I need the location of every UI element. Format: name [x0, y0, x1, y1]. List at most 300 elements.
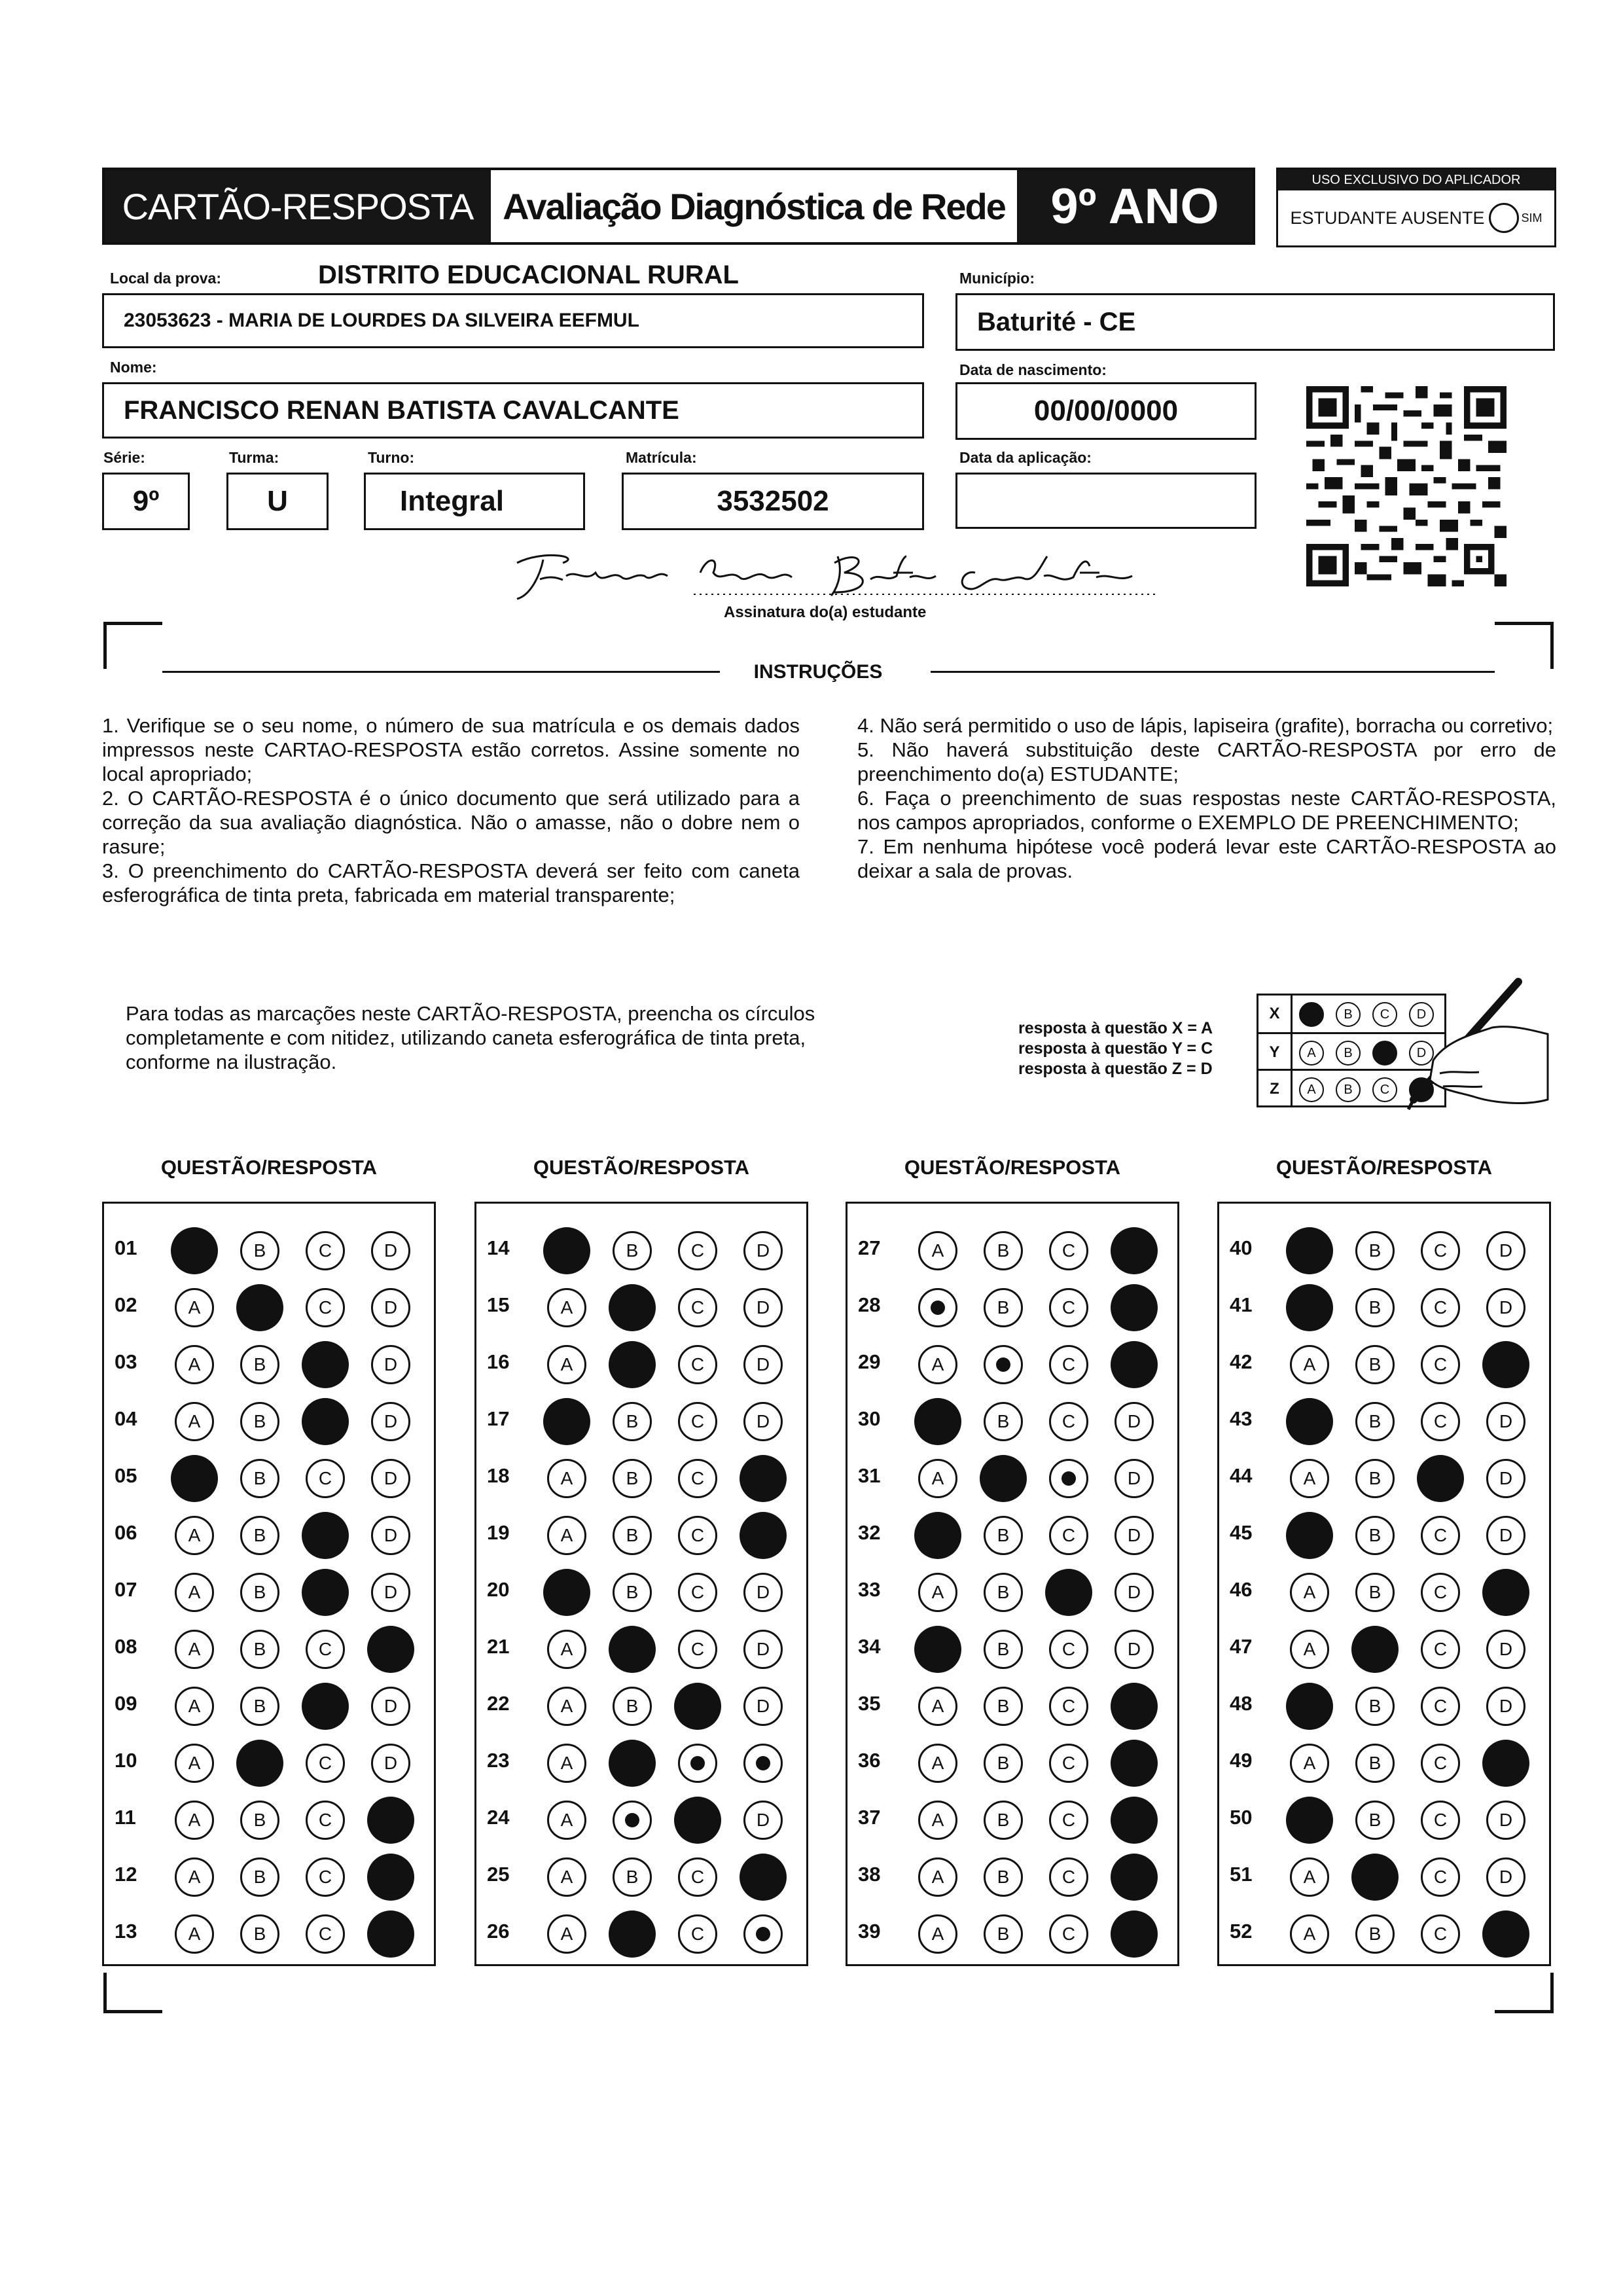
- question-row: [1219, 1393, 1549, 1450]
- answer-bubble-a[interactable]: [1286, 1683, 1333, 1730]
- answer-bubble-a[interactable]: [914, 1626, 961, 1673]
- answer-bubble-d[interactable]: [1111, 1683, 1158, 1730]
- answer-bubble-d[interactable]: [1482, 1910, 1529, 1958]
- question-row: [104, 1621, 434, 1677]
- answer-bubble-c[interactable]: [678, 1573, 717, 1612]
- answer-bubble-a[interactable]: [547, 1857, 586, 1897]
- answer-bubble-c[interactable]: [302, 1512, 349, 1559]
- question-row: [476, 1848, 806, 1905]
- answer-bubble-b[interactable]: [984, 1516, 1023, 1555]
- question-row: [104, 1450, 434, 1507]
- answer-bubble-c[interactable]: [1049, 1459, 1088, 1498]
- answer-bubble-d[interactable]: [1111, 1797, 1158, 1844]
- answer-bubble-c[interactable]: [306, 1914, 345, 1954]
- answer-bubble-b[interactable]: [984, 1801, 1023, 1840]
- answer-bubble-d[interactable]: [371, 1516, 410, 1555]
- answer-bubble-d[interactable]: [367, 1910, 414, 1958]
- answer-bubble-d[interactable]: [1486, 1516, 1525, 1555]
- answer-bubble-c[interactable]: [674, 1683, 721, 1730]
- answer-bubble-b[interactable]: [613, 1801, 652, 1840]
- question-row: [847, 1279, 1177, 1336]
- answer-bubble-d[interactable]: [1486, 1231, 1525, 1270]
- exam-name: Avaliação Diagnóstica de Rede: [491, 170, 1017, 242]
- answer-bubble-a[interactable]: [918, 1687, 957, 1726]
- answer-bubble-a[interactable]: [918, 1459, 957, 1498]
- bubble-letter: D: [756, 1411, 770, 1431]
- answer-bubble-a[interactable]: [914, 1398, 961, 1445]
- example-legend: [1018, 1018, 1213, 1079]
- answer-bubble-b[interactable]: [240, 1402, 279, 1441]
- answer-bubble-b[interactable]: [1355, 1573, 1395, 1612]
- answer-bubble-c[interactable]: [1049, 1288, 1088, 1327]
- bubble-letter: B: [626, 1582, 639, 1602]
- answer-bubble-d[interactable]: [367, 1797, 414, 1844]
- bubble-letter: B: [997, 1639, 1010, 1659]
- answer-bubble-c[interactable]: [1049, 1914, 1088, 1954]
- answer-bubble-c[interactable]: [1417, 1455, 1464, 1502]
- answer-bubble-c[interactable]: [678, 1459, 717, 1498]
- bubble-letter: C: [318, 1411, 332, 1431]
- bubble-letter: B: [1368, 1867, 1382, 1887]
- answer-bubble-a[interactable]: [547, 1288, 586, 1327]
- answer-bubble-b[interactable]: [1355, 1801, 1395, 1840]
- answer-bubble-b[interactable]: [240, 1687, 279, 1726]
- answer-bubble-b[interactable]: [1355, 1288, 1395, 1327]
- answer-bubble-c[interactable]: [1421, 1857, 1460, 1897]
- bubble-letter: B: [253, 1525, 266, 1545]
- answer-bubble-a[interactable]: [918, 1744, 957, 1783]
- answer-bubble-b[interactable]: [240, 1573, 279, 1612]
- question-number: 32: [858, 1521, 881, 1544]
- bubble-letter: A: [1303, 1240, 1316, 1261]
- corner-mark-bottom-right: [1495, 1973, 1554, 2013]
- question-number: 51: [1230, 1863, 1253, 1886]
- answer-bubble-b[interactable]: [613, 1402, 652, 1441]
- card-title: CARTÃO-RESPOSTA: [105, 170, 491, 242]
- answer-bubble-d[interactable]: [743, 1914, 783, 1954]
- answer-bubble-b[interactable]: [240, 1914, 279, 1954]
- answer-bubble-d[interactable]: [371, 1231, 410, 1270]
- student-signature: [504, 537, 1171, 609]
- answer-bubble-b[interactable]: [1355, 1459, 1395, 1498]
- answer-bubble-a[interactable]: [547, 1744, 586, 1783]
- bubble-letter: D: [383, 1411, 398, 1431]
- answer-bubble-d[interactable]: [371, 1459, 410, 1498]
- bubble-letter: C: [1061, 1411, 1076, 1431]
- answer-bubble-b[interactable]: [240, 1630, 279, 1669]
- answer-bubble-d[interactable]: [743, 1402, 783, 1441]
- answer-bubble-d[interactable]: [1115, 1402, 1154, 1441]
- absent-checkbox[interactable]: [1489, 203, 1519, 233]
- answer-bubble-b[interactable]: [240, 1231, 279, 1270]
- answer-bubble-c[interactable]: [678, 1630, 717, 1669]
- question-number: 27: [858, 1236, 881, 1259]
- answer-bubble-c[interactable]: [1421, 1231, 1460, 1270]
- answer-bubble-c[interactable]: [1421, 1288, 1460, 1327]
- answer-bubble-c[interactable]: [678, 1744, 717, 1783]
- answer-bubble-b[interactable]: [984, 1687, 1023, 1726]
- answer-bubble-d[interactable]: [1111, 1341, 1158, 1388]
- answer-bubble-c[interactable]: [306, 1630, 345, 1669]
- question-number: 34: [858, 1635, 881, 1658]
- bubble-letter: C: [690, 1810, 705, 1830]
- answer-bubble-d[interactable]: [740, 1512, 787, 1559]
- answer-bubble-d[interactable]: [1111, 1284, 1158, 1331]
- bubble-letter: B: [1368, 1696, 1382, 1716]
- answer-bubble-a[interactable]: [175, 1573, 214, 1612]
- bubble-letter: C: [1061, 1639, 1076, 1659]
- answer-bubble-c[interactable]: [306, 1744, 345, 1783]
- answer-bubble-a[interactable]: [175, 1345, 214, 1384]
- question-row: [476, 1791, 806, 1848]
- answer-bubble-b[interactable]: [240, 1801, 279, 1840]
- answer-bubble-b[interactable]: [609, 1284, 656, 1331]
- answer-bubble-a[interactable]: [543, 1398, 590, 1445]
- bubble-letter: C: [318, 1639, 332, 1659]
- answer-bubble-a[interactable]: [1290, 1914, 1329, 1954]
- answer-bubble-d[interactable]: [371, 1402, 410, 1441]
- bubble-letter: A: [188, 1924, 201, 1944]
- answer-bubble-c[interactable]: [1421, 1801, 1460, 1840]
- bubble-letter: C: [318, 1354, 332, 1374]
- answer-bubble-b[interactable]: [240, 1516, 279, 1555]
- answer-bubble-d[interactable]: [371, 1687, 410, 1726]
- answer-bubble-b[interactable]: [984, 1914, 1023, 1954]
- answer-bubble-b[interactable]: [984, 1744, 1023, 1783]
- question-number: 47: [1230, 1635, 1253, 1658]
- bubble-letter: C: [1061, 1525, 1076, 1545]
- answer-bubble-b[interactable]: [1355, 1402, 1395, 1441]
- answer-bubble-d[interactable]: [1115, 1459, 1154, 1498]
- answer-bubble-a[interactable]: [547, 1459, 586, 1498]
- bubble-letter: B: [626, 1468, 639, 1488]
- answer-bubble-d[interactable]: [1111, 1227, 1158, 1274]
- question-row: [104, 1791, 434, 1848]
- answer-bubble-b[interactable]: [984, 1345, 1023, 1384]
- answer-bubble-b[interactable]: [613, 1573, 652, 1612]
- answer-bubble-c[interactable]: [1049, 1630, 1088, 1669]
- question-number: 40: [1230, 1236, 1253, 1259]
- answer-bubble-d[interactable]: [1486, 1459, 1525, 1498]
- answer-bubble-a[interactable]: [1286, 1797, 1333, 1844]
- question-number: 21: [487, 1635, 510, 1658]
- answer-bubble-c[interactable]: [1421, 1630, 1460, 1669]
- answer-bubble-d[interactable]: [743, 1345, 783, 1384]
- answer-bubble-b[interactable]: [1355, 1231, 1395, 1270]
- answer-bubble-a[interactable]: [171, 1455, 218, 1502]
- answer-bubble-c[interactable]: [306, 1288, 345, 1327]
- answer-bubble-d[interactable]: [1486, 1402, 1525, 1441]
- question-row: [847, 1677, 1177, 1734]
- answer-bubble-d[interactable]: [740, 1854, 787, 1901]
- answer-bubble-b[interactable]: [1355, 1516, 1395, 1555]
- answer-bubble-a[interactable]: [175, 1744, 214, 1783]
- answer-bubble-b[interactable]: [240, 1857, 279, 1897]
- bubble-letter: D: [383, 1525, 398, 1545]
- answer-bubble-c[interactable]: [302, 1341, 349, 1388]
- answer-bubble-d[interactable]: [1482, 1740, 1529, 1787]
- bubble-letter: A: [1303, 1753, 1316, 1773]
- answer-bubble-d[interactable]: [743, 1687, 783, 1726]
- answer-bubble-c[interactable]: [1049, 1857, 1088, 1897]
- answer-bubble-c[interactable]: [302, 1569, 349, 1616]
- question-number: 14: [487, 1236, 510, 1259]
- answer-bubble-b[interactable]: [240, 1459, 279, 1498]
- bubble-letter: A: [1303, 1297, 1316, 1318]
- answer-bubble-b[interactable]: [984, 1288, 1023, 1327]
- answer-bubble-b[interactable]: [236, 1740, 283, 1787]
- answer-bubble-a[interactable]: [547, 1630, 586, 1669]
- answer-bubble-c[interactable]: [1049, 1687, 1088, 1726]
- question-number: 46: [1230, 1578, 1253, 1601]
- answer-bubble-a[interactable]: [175, 1801, 214, 1840]
- question-row: [1219, 1279, 1549, 1336]
- answer-bubble-d[interactable]: [1115, 1516, 1154, 1555]
- bubble-letter: C: [1433, 1468, 1448, 1488]
- bubble-letter: D: [756, 1639, 770, 1659]
- answer-bubble-a[interactable]: [175, 1402, 214, 1441]
- nome-value: FRANCISCO RENAN BATISTA CAVALCANTE: [124, 395, 679, 425]
- grade-label: 9º ANO: [1017, 170, 1253, 242]
- question-row: [847, 1336, 1177, 1393]
- answer-bubble-d[interactable]: [1486, 1801, 1525, 1840]
- example-bubble-d: D: [1409, 1041, 1434, 1066]
- answer-bubble-d[interactable]: [743, 1288, 783, 1327]
- example-bubble-a: A: [1299, 1002, 1324, 1027]
- answer-bubble-d[interactable]: [1115, 1573, 1154, 1612]
- answer-bubble-d[interactable]: [743, 1744, 783, 1783]
- instruction-1: 1. Verifique se o seu nome, o número de sua matrícula e os demais dados impressos neste CARTAO-RESPOSTA estão corretos. Assine somente no local apropriado;: [102, 714, 800, 785]
- question-row: [476, 1507, 806, 1564]
- answer-bubble-d[interactable]: [743, 1630, 783, 1669]
- answer-bubble-d[interactable]: [1482, 1341, 1529, 1388]
- answer-bubble-b[interactable]: [1355, 1914, 1395, 1954]
- answer-bubble-b[interactable]: [240, 1345, 279, 1384]
- bubble-letter: D: [1127, 1639, 1141, 1659]
- answer-bubble-d[interactable]: [1486, 1687, 1525, 1726]
- question-row: [476, 1621, 806, 1677]
- answer-bubble-c[interactable]: [306, 1231, 345, 1270]
- answer-bubble-d[interactable]: [1111, 1854, 1158, 1901]
- question-number: 19: [487, 1521, 510, 1544]
- answer-bubble-c[interactable]: [1421, 1914, 1460, 1954]
- answer-bubble-b[interactable]: [980, 1455, 1027, 1502]
- answer-bubble-d[interactable]: [371, 1744, 410, 1783]
- answer-bubble-c[interactable]: [302, 1683, 349, 1730]
- serie-field: [102, 473, 190, 530]
- question-row: [104, 1507, 434, 1564]
- answer-bubble-a[interactable]: [175, 1857, 214, 1897]
- answer-bubble-b[interactable]: [984, 1402, 1023, 1441]
- answer-bubble-b[interactable]: [1351, 1626, 1399, 1673]
- answer-bubble-a[interactable]: [547, 1345, 586, 1384]
- answer-bubble-d[interactable]: [743, 1573, 783, 1612]
- answer-bubble-a[interactable]: [918, 1857, 957, 1897]
- answer-bubble-d[interactable]: [371, 1573, 410, 1612]
- answer-bubble-b[interactable]: [1355, 1744, 1395, 1783]
- answer-bubble-b[interactable]: [613, 1687, 652, 1726]
- answer-bubble-c[interactable]: [1049, 1231, 1088, 1270]
- answer-bubble-a[interactable]: [543, 1227, 590, 1274]
- bubble-letter: D: [1127, 1867, 1141, 1887]
- bubble-letter: A: [1303, 1582, 1316, 1602]
- answer-bubble-d[interactable]: [743, 1801, 783, 1840]
- answer-bubble-d[interactable]: [740, 1455, 787, 1502]
- answer-bubble-a[interactable]: [1286, 1398, 1333, 1445]
- answer-bubble-c[interactable]: [1421, 1402, 1460, 1441]
- column-title: QUESTÃO/RESPOSTA: [160, 1156, 378, 1179]
- answer-bubble-a[interactable]: [547, 1516, 586, 1555]
- answer-bubble-a[interactable]: [175, 1516, 214, 1555]
- answer-bubble-a[interactable]: [175, 1630, 214, 1669]
- answer-column: [102, 1202, 436, 1966]
- answer-bubble-b[interactable]: [609, 1740, 656, 1787]
- answer-bubble-d[interactable]: [1482, 1569, 1529, 1616]
- answer-bubble-a[interactable]: [547, 1914, 586, 1954]
- answer-bubble-b[interactable]: [1355, 1687, 1395, 1726]
- answer-bubble-d[interactable]: [1486, 1288, 1525, 1327]
- answer-bubble-d[interactable]: [1111, 1910, 1158, 1958]
- answer-bubble-d[interactable]: [367, 1626, 414, 1673]
- answer-bubble-b[interactable]: [1351, 1854, 1399, 1901]
- answer-bubble-a[interactable]: [918, 1573, 957, 1612]
- answer-bubble-d[interactable]: [367, 1854, 414, 1901]
- answer-bubble-d[interactable]: [371, 1345, 410, 1384]
- answer-bubble-c[interactable]: [678, 1914, 717, 1954]
- question-row: [476, 1336, 806, 1393]
- answer-bubble-a[interactable]: [914, 1512, 961, 1559]
- answer-bubble-a[interactable]: [1286, 1284, 1333, 1331]
- answer-bubble-c[interactable]: [1045, 1569, 1092, 1616]
- answer-bubble-c[interactable]: [306, 1459, 345, 1498]
- answer-bubble-a[interactable]: [1290, 1459, 1329, 1498]
- bubble-letter: D: [383, 1924, 398, 1944]
- answer-bubble-d[interactable]: [371, 1288, 410, 1327]
- answer-bubble-b[interactable]: [613, 1516, 652, 1555]
- answer-bubble-a[interactable]: [918, 1801, 957, 1840]
- answer-bubble-b[interactable]: [984, 1573, 1023, 1612]
- answer-bubble-d[interactable]: [1486, 1630, 1525, 1669]
- answer-bubble-a[interactable]: [547, 1801, 586, 1840]
- answer-bubble-c[interactable]: [1049, 1402, 1088, 1441]
- question-row: [1219, 1905, 1549, 1962]
- question-row: [847, 1564, 1177, 1621]
- serie-label: Série:: [103, 449, 145, 466]
- bubble-letter: D: [1499, 1810, 1513, 1830]
- bubble-letter: B: [997, 1582, 1010, 1602]
- bubble-letter: A: [931, 1525, 944, 1545]
- answer-bubble-c[interactable]: [678, 1516, 717, 1555]
- question-number: 29: [858, 1350, 881, 1373]
- answer-bubble-c[interactable]: [306, 1801, 345, 1840]
- answer-bubble-d[interactable]: [1115, 1630, 1154, 1669]
- answer-bubble-c[interactable]: [306, 1857, 345, 1897]
- question-number: 36: [858, 1749, 881, 1772]
- answer-bubble-b[interactable]: [613, 1459, 652, 1498]
- answer-bubble-a[interactable]: [1290, 1573, 1329, 1612]
- bubble-letter: C: [690, 1525, 705, 1545]
- answer-bubble-b[interactable]: [613, 1857, 652, 1897]
- answer-bubble-a[interactable]: [1286, 1512, 1333, 1559]
- answer-bubble-b[interactable]: [613, 1231, 652, 1270]
- answer-bubble-b[interactable]: [609, 1341, 656, 1388]
- answer-bubble-c[interactable]: [1421, 1687, 1460, 1726]
- bubble-letter: D: [1127, 1240, 1141, 1261]
- answer-bubble-d[interactable]: [1111, 1740, 1158, 1787]
- answer-bubble-a[interactable]: [175, 1288, 214, 1327]
- bubble-letter: D: [383, 1582, 398, 1602]
- answer-bubble-b[interactable]: [236, 1284, 283, 1331]
- answer-bubble-c[interactable]: [1049, 1744, 1088, 1783]
- answer-bubble-a[interactable]: [918, 1345, 957, 1384]
- answer-bubble-b[interactable]: [1355, 1345, 1395, 1384]
- question-row: [476, 1222, 806, 1279]
- question-number: 26: [487, 1920, 510, 1943]
- instruction-6: 6. Faça o preenchimento de suas respostas neste CARTÃO-RESPOSTA, nos campos apropriados, conforme o EXEMPLO DE PREENCHIMENTO;: [857, 787, 1556, 834]
- answer-bubble-b[interactable]: [984, 1857, 1023, 1897]
- answer-bubble-c[interactable]: [1421, 1744, 1460, 1783]
- turno-field: [364, 473, 585, 530]
- bubble-letter: C: [690, 1639, 705, 1659]
- answer-bubble-c[interactable]: [1421, 1345, 1460, 1384]
- turma-field: [226, 473, 329, 530]
- answer-bubble-a[interactable]: [1290, 1630, 1329, 1669]
- bubble-letter: C: [1433, 1354, 1448, 1374]
- answer-bubble-c[interactable]: [678, 1402, 717, 1441]
- question-row: [476, 1905, 806, 1962]
- bubble-letter: C: [1433, 1297, 1448, 1318]
- answer-bubble-a[interactable]: [918, 1288, 957, 1327]
- answer-bubble-a[interactable]: [171, 1227, 218, 1274]
- answer-bubble-b[interactable]: [609, 1910, 656, 1958]
- answer-bubble-b[interactable]: [984, 1630, 1023, 1669]
- question-number: 12: [115, 1863, 137, 1886]
- answer-bubble-b[interactable]: [984, 1231, 1023, 1270]
- answer-bubble-a[interactable]: [1286, 1227, 1333, 1274]
- answer-bubble-c[interactable]: [678, 1345, 717, 1384]
- answer-bubble-a[interactable]: [547, 1687, 586, 1726]
- answer-bubble-a[interactable]: [918, 1914, 957, 1954]
- answer-bubble-a[interactable]: [1290, 1345, 1329, 1384]
- answer-bubble-b[interactable]: [609, 1626, 656, 1673]
- answer-bubble-c[interactable]: [678, 1288, 717, 1327]
- answer-bubble-a[interactable]: [543, 1569, 590, 1616]
- bubble-letter: A: [1303, 1639, 1316, 1659]
- bubble-letter: C: [1433, 1753, 1448, 1773]
- example-bubble-c: C: [1372, 1077, 1397, 1102]
- answer-bubble-a[interactable]: [175, 1687, 214, 1726]
- answer-bubble-c[interactable]: [1049, 1345, 1088, 1384]
- answer-bubble-d[interactable]: [1486, 1857, 1525, 1897]
- answer-bubble-c[interactable]: [302, 1398, 349, 1445]
- answer-bubble-c[interactable]: [674, 1797, 721, 1844]
- instructions-left: [102, 713, 800, 907]
- matricula-field: [622, 473, 924, 530]
- answer-bubble-a[interactable]: [918, 1231, 957, 1270]
- answer-bubble-c[interactable]: [1049, 1801, 1088, 1840]
- answer-bubble-a[interactable]: [175, 1914, 214, 1954]
- answer-bubble-a[interactable]: [1290, 1857, 1329, 1897]
- question-row: [476, 1393, 806, 1450]
- bubble-letter: B: [626, 1240, 639, 1261]
- answer-bubble-c[interactable]: [1421, 1573, 1460, 1612]
- answer-bubble-c[interactable]: [678, 1231, 717, 1270]
- answer-bubble-c[interactable]: [1049, 1516, 1088, 1555]
- answer-bubble-c[interactable]: [1421, 1516, 1460, 1555]
- answer-bubble-c[interactable]: [678, 1857, 717, 1897]
- answer-bubble-d[interactable]: [743, 1231, 783, 1270]
- answer-bubble-a[interactable]: [1290, 1744, 1329, 1783]
